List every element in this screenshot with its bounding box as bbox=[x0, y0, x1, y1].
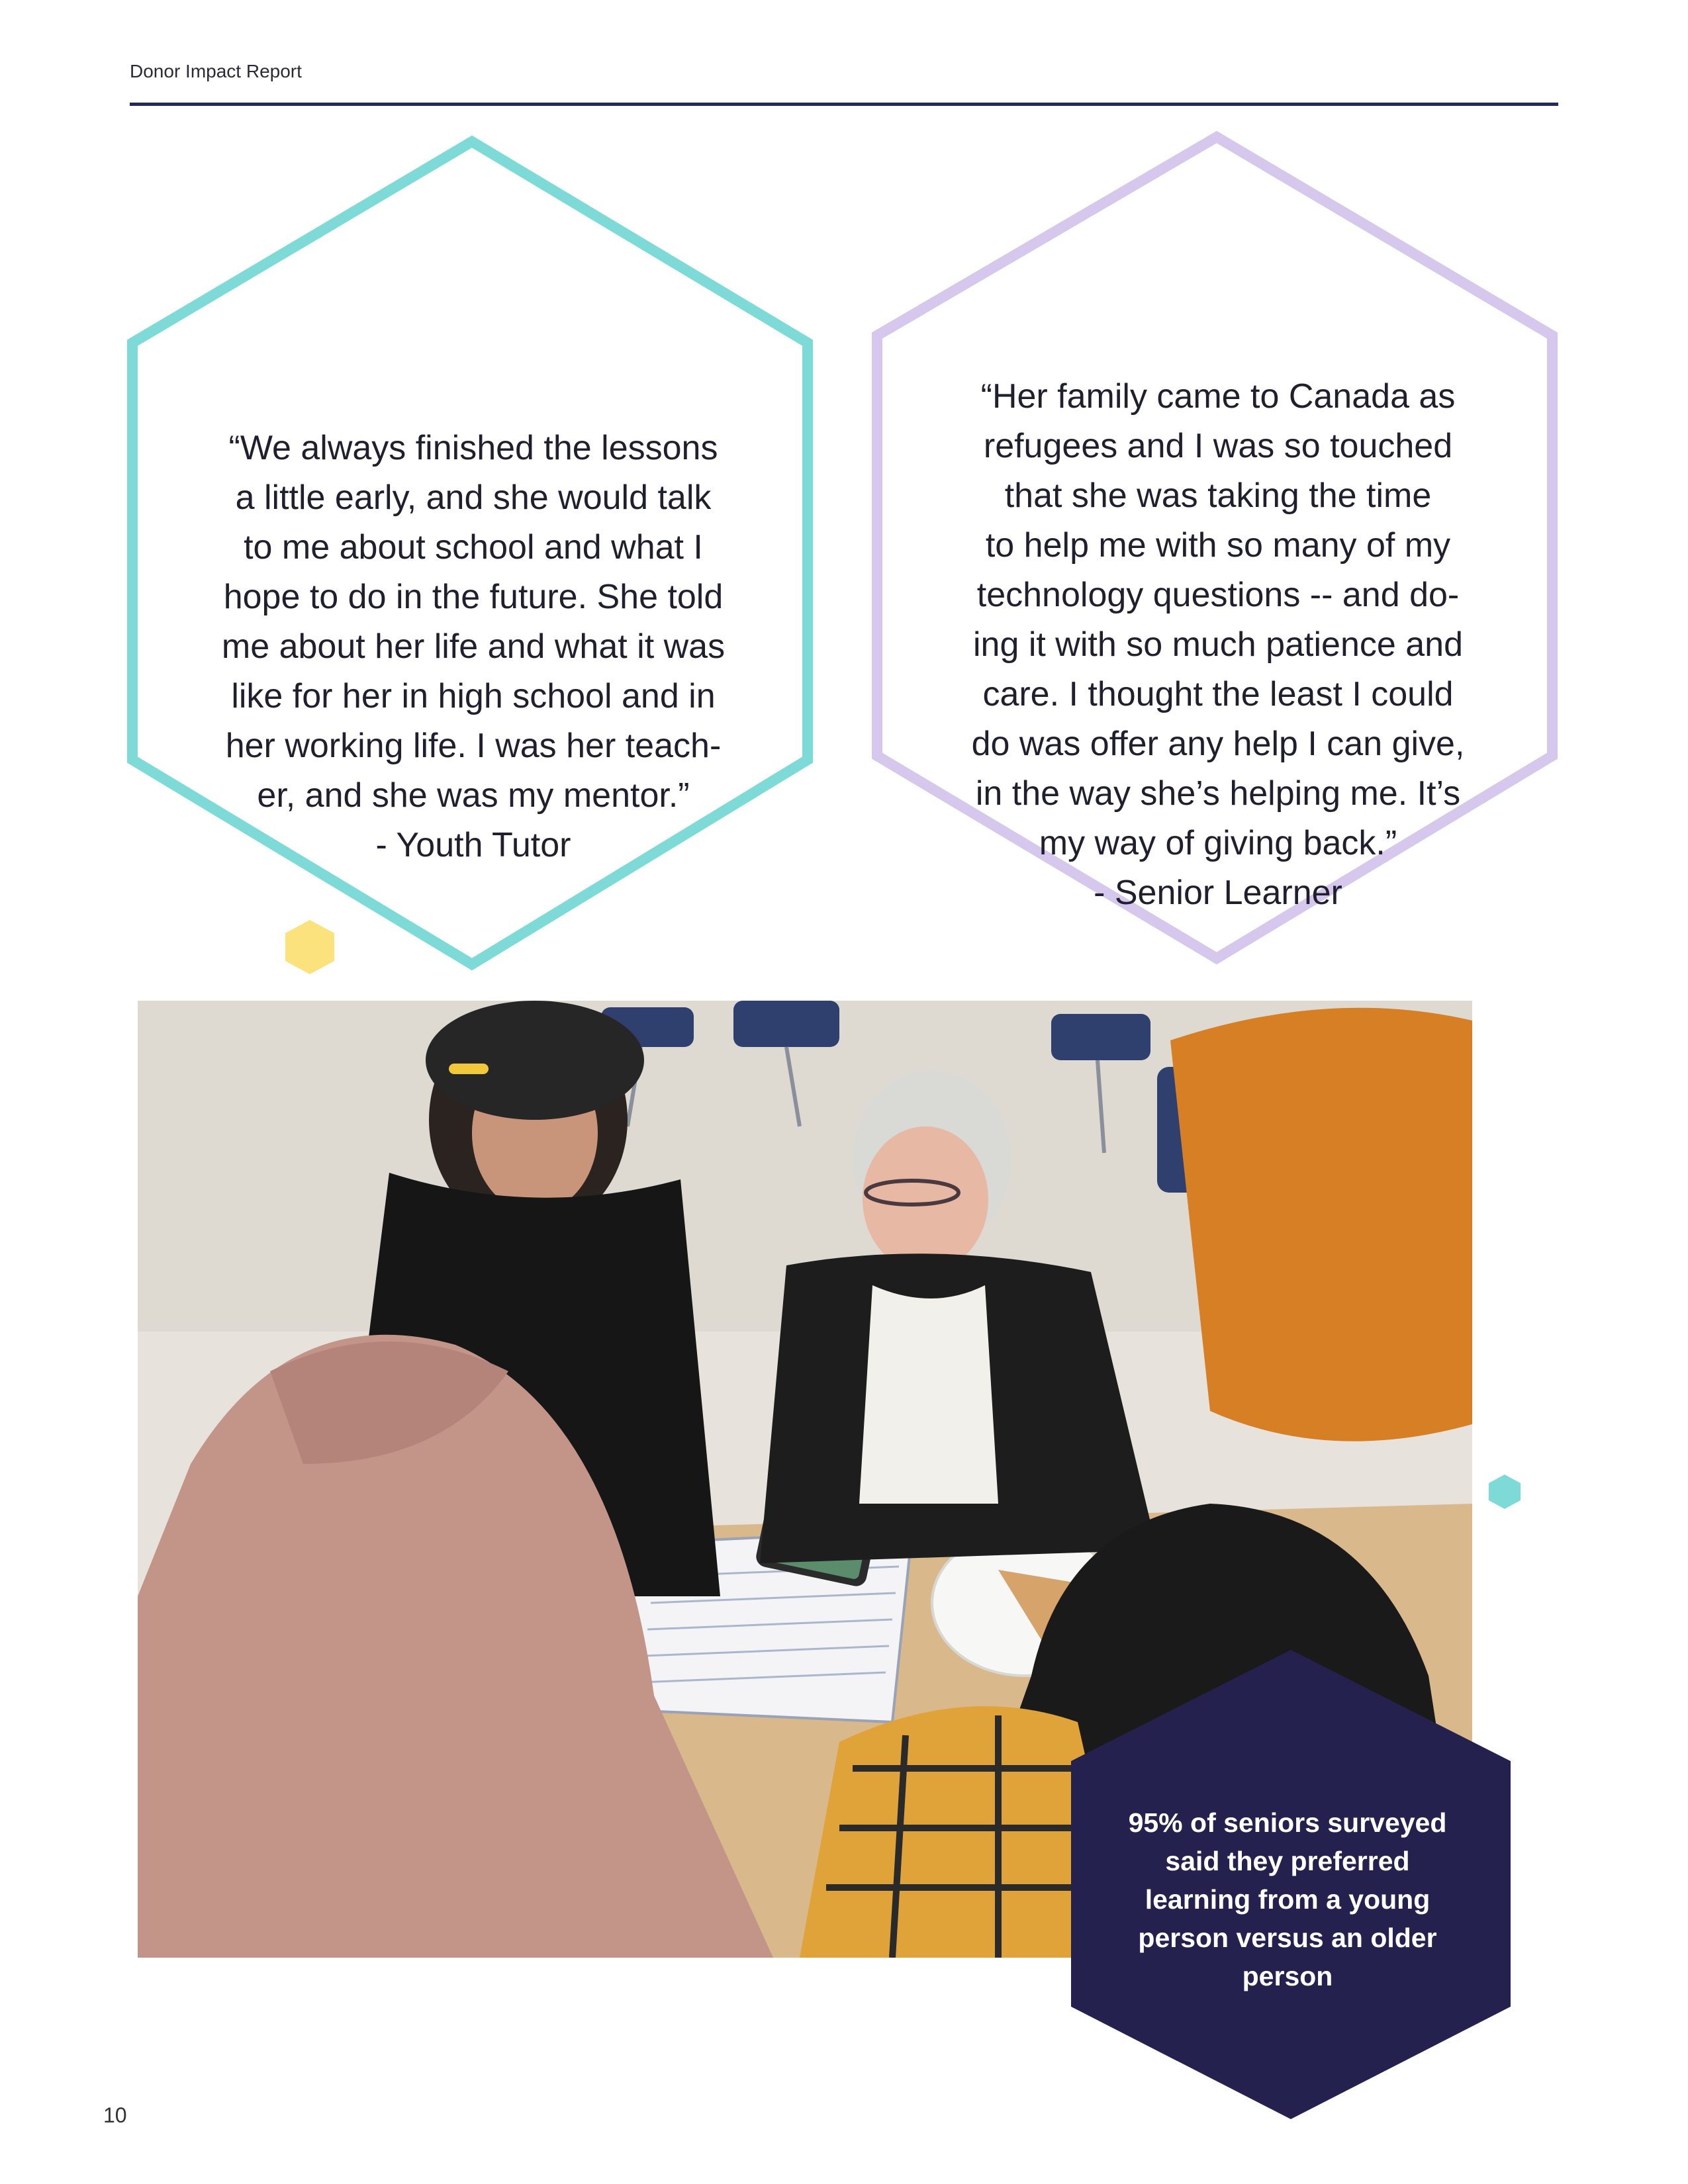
report-title: Donor Impact Report bbox=[130, 61, 302, 81]
senior-learner-quote-text: “Her family came to Canada as refugees and I was so touched that she was taking the time to help me with so many of my technology questions -- and do- ing it with so much patience and care. I thought the least I could do was offer any help I can give, in the way she’s helping me. It’s my way of giving back.” bbox=[971, 377, 1465, 862]
youth-tutor-attribution: - Youth Tutor bbox=[375, 826, 571, 864]
stat-callout-text: 95% of seniors surveyed said they preferred learning from a young person versus an older person bbox=[1128, 1807, 1447, 1991]
senior-learner-quote bbox=[907, 322, 1529, 968]
youth-tutor-quote-text: “We always finished the lessons a little early, and she would talk to me about school and what I hope to do in the future. She told me about her life and what it was like for her in high school and in her working life. I was her teach- er, and she was my mentor.” bbox=[221, 429, 726, 815]
page-number: 10 bbox=[103, 2103, 127, 2127]
header-divider bbox=[130, 103, 1558, 106]
youth-tutor-quote bbox=[165, 374, 781, 920]
teal-hexagon-accent bbox=[1487, 1473, 1523, 1510]
senior-learner-attribution: - Senior Learner bbox=[1094, 874, 1342, 912]
yellow-hexagon-accent bbox=[283, 919, 336, 976]
